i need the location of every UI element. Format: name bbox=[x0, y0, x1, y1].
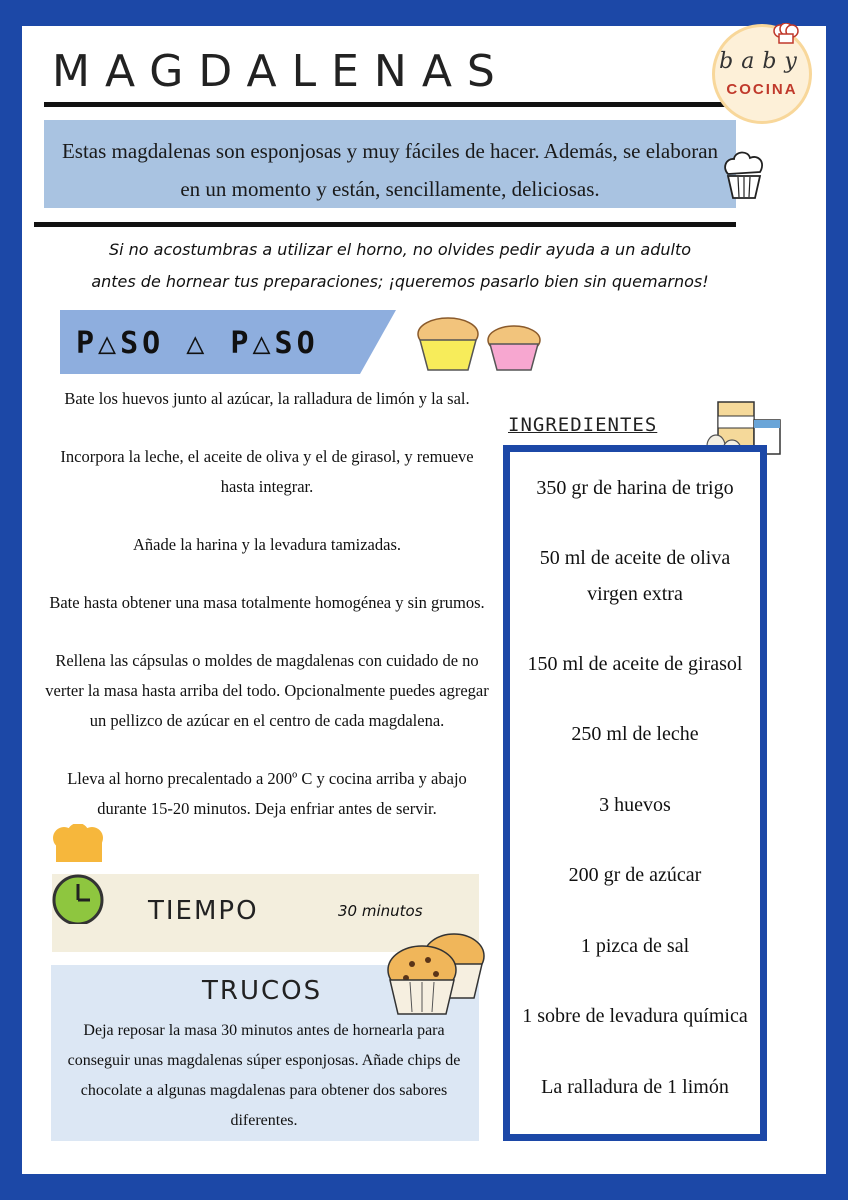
warning-line-2: antes de hornear tus preparaciones; ¡queremos pasarlo bien sin quemarnos! bbox=[91, 272, 709, 291]
steps-title: P△SO △ P△SO bbox=[76, 326, 319, 361]
ingredient-8: 1 sobre de levadura química bbox=[522, 1005, 748, 1027]
logo-text-bottom: COCINA bbox=[726, 81, 798, 98]
tips-text: Deja reposar la masa 30 minutos antes de hornearla para conseguir unas magdalenas súper esponjosas. Añade chips de chocolate a algunas magdalenas para obtener dos sabores diferentes. bbox=[67, 1022, 461, 1129]
ingredient-6: 200 gr de azúcar bbox=[568, 864, 702, 886]
warning-line-1: Si no acostumbras a utilizar el horno, no olvides pedir ayuda a un adulto bbox=[108, 240, 692, 259]
tips-title: TRUCOS bbox=[202, 976, 323, 1006]
step-6: Lleva al horno precalentado a 200º C y cocina arriba y abajo durante 15-20 minutos. Deja enfriar antes de servir. bbox=[67, 769, 467, 818]
step-4: Bate hasta obtener una masa totalmente homogénea y sin grumos. bbox=[49, 593, 485, 612]
step-3: Añade la harina y la levadura tamizadas. bbox=[133, 535, 401, 554]
steps-list bbox=[44, 384, 490, 852]
cupcakes-icon bbox=[414, 310, 544, 376]
step-2: Incorpora la leche, el aceite de oliva y el de girasol, y remueve hasta integrar. bbox=[60, 447, 474, 496]
logo-text-top: baby bbox=[719, 49, 805, 74]
time-label: TIEMPO bbox=[148, 896, 259, 926]
ingredients-title: INGREDIENTES bbox=[508, 414, 658, 436]
chocolate-muffins-icon bbox=[382, 926, 488, 1016]
page-title: MAGDALENAS bbox=[52, 46, 510, 97]
safety-warning bbox=[80, 234, 720, 298]
time-value: 30 minutos bbox=[338, 902, 423, 920]
step-1: Bate los huevos junto al azúcar, la ralladura de limón y la sal. bbox=[64, 389, 470, 408]
ingredient-1: 350 gr de harina de trigo bbox=[536, 477, 734, 499]
ingredient-5: 3 huevos bbox=[599, 794, 671, 816]
brand-logo bbox=[712, 24, 812, 124]
ingredient-4: 250 ml de leche bbox=[571, 723, 699, 745]
ingredient-2: 50 ml de aceite de oliva virgen extra bbox=[539, 547, 731, 605]
chef-clock-icon bbox=[48, 824, 110, 924]
ingredient-3: 150 ml de aceite de girasol bbox=[527, 653, 743, 675]
intro-text: Estas magdalenas son esponjosas y muy fáciles de hacer. Además, se elaboran en un momento y están, sencillamente, deliciosas. bbox=[44, 120, 736, 208]
ingredients-box bbox=[503, 445, 767, 1141]
ingredient-9: La ralladura de 1 limón bbox=[541, 1076, 729, 1098]
title-divider bbox=[44, 102, 734, 107]
chef-hat-logo-icon bbox=[773, 23, 799, 45]
step-5: Rellena las cápsulas o moldes de magdalenas con cuidado de no verter la masa hasta arriba del todo. Opcionalmente puedes agregar un pellizco de azúcar en el centro de cada magdalena. bbox=[45, 651, 489, 730]
cupcake-icon bbox=[720, 148, 768, 202]
ingredient-7: 1 pizca de sal bbox=[580, 935, 690, 957]
section-divider bbox=[34, 222, 736, 227]
